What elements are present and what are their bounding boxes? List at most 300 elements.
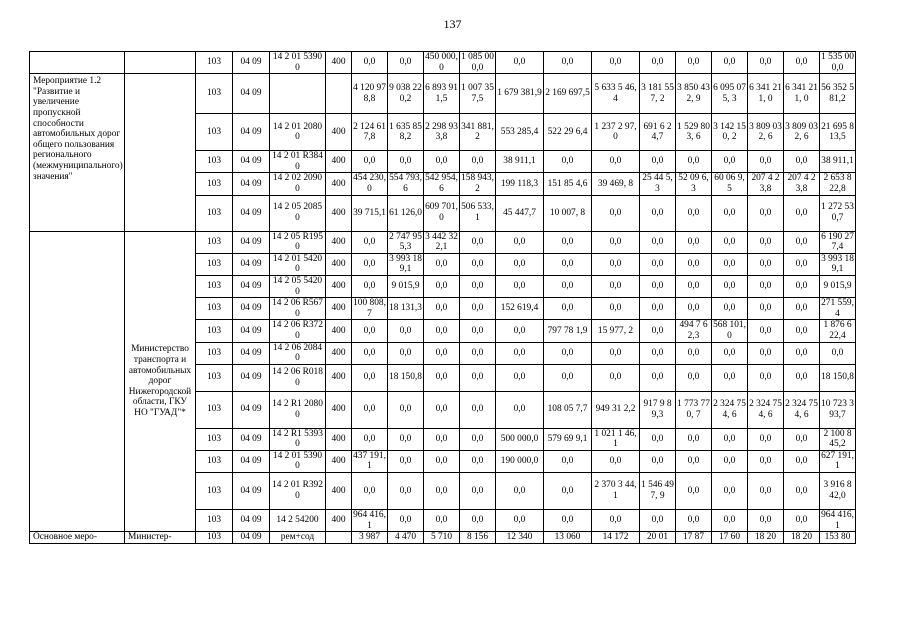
table-cell: 5 633 5 46,4	[592, 74, 640, 114]
table-cell: 0,0	[388, 320, 424, 342]
table-cell: 0,0	[676, 364, 712, 391]
table-cell: 450 000,0	[425, 52, 458, 73]
table-cell: 0,0	[388, 510, 424, 532]
table-cell: 9 015,9	[820, 275, 856, 297]
table-cell: 0,0	[784, 52, 820, 74]
resp-empty	[125, 52, 196, 74]
table-cell: 454 230,0	[353, 173, 386, 194]
table-cell: 0,0	[424, 298, 460, 320]
table-cell: 0,0	[388, 391, 424, 428]
table-cell: 400	[326, 151, 352, 173]
table-cell: 400	[326, 52, 352, 74]
table-cell: 18 20	[784, 532, 820, 544]
table-cell: 1 007 357,5	[460, 74, 496, 114]
table-cell: 627 191,1	[821, 450, 854, 472]
table-cell: 0,0	[544, 151, 592, 173]
table-cell: 0,0	[748, 450, 784, 472]
table-cell: 04 09	[233, 450, 270, 472]
table-cell: 0,0	[460, 275, 496, 297]
table-cell: 14 2 01 53900	[270, 450, 326, 472]
table-cell: 0,0	[640, 253, 676, 275]
table-cell: 0,0	[592, 253, 640, 275]
table-cell: 0,0	[640, 342, 676, 364]
table-cell: 0,0	[712, 52, 748, 74]
table-cell: 0,0	[640, 151, 676, 173]
table-cell: 0,0	[748, 151, 784, 173]
table-cell: 0,0	[676, 253, 712, 275]
table-cell: 0,0	[496, 52, 544, 74]
table-cell: 190 000,0	[496, 450, 544, 472]
table-cell: 400	[326, 231, 352, 253]
table-cell: 39 715,1	[352, 195, 388, 231]
table-cell: 3 181 557, 2	[640, 74, 676, 114]
table-cell: 14 2 06 R5670	[270, 298, 326, 320]
table-cell: 0,0	[424, 391, 460, 428]
table-cell: 0,0	[748, 52, 784, 74]
table-cell: 0,0	[748, 364, 784, 391]
table-cell: 0,0	[496, 342, 544, 364]
table-cell: 917 9 89,3	[640, 391, 676, 428]
resp-empty	[125, 74, 196, 231]
table-cell: 0,0	[748, 320, 784, 342]
table-cell: 400	[326, 428, 352, 450]
table-cell: 0,0	[352, 391, 388, 428]
table-cell: 0,0	[496, 364, 544, 391]
table-cell: 04 09	[233, 114, 270, 151]
table-cell: 0,0	[712, 298, 748, 320]
table-cell: 103	[196, 428, 233, 450]
table-cell: 0,0	[592, 275, 640, 297]
table-cell: 0,0	[544, 342, 592, 364]
table-cell: 103	[196, 52, 233, 74]
table-cell: 0,0	[712, 510, 748, 532]
table-row	[30, 532, 905, 544]
table-cell: 0,0	[592, 510, 640, 532]
table-cell: 0,0	[784, 473, 820, 510]
table-cell: 0,0	[784, 298, 820, 320]
table-cell: 2 370 3 44,1	[592, 473, 640, 510]
table-cell: 1 529 803, 6	[676, 114, 712, 151]
table-cell: 14 2 06 20840	[270, 342, 326, 364]
table-cell: 1 773 770, 7	[676, 391, 712, 428]
table-cell: 0,0	[460, 298, 496, 320]
table-cell: 17 60	[712, 532, 748, 544]
table-cell: 1 679 381,9	[496, 74, 544, 114]
table-cell: 0,0	[424, 364, 460, 391]
table-cell: 0,0	[676, 298, 712, 320]
table-cell: 0,0	[424, 320, 460, 342]
table-cell: 0,0	[460, 364, 496, 391]
table-cell: 0,0	[676, 428, 712, 450]
table-cell: 0,0	[352, 342, 388, 364]
table-cell: 2 298 933,8	[424, 114, 460, 151]
table-cell: 103	[196, 114, 233, 151]
table-cell: 0,0	[496, 510, 544, 532]
table-cell: 04 09	[233, 428, 270, 450]
table-cell: 04 09	[233, 473, 270, 510]
table-cell: 0,0	[712, 253, 748, 275]
table-cell: 14 2 01 53900	[270, 52, 326, 74]
table-cell: 1 876 6 22,4	[820, 320, 856, 342]
table-cell: 2 747 955,3	[389, 231, 422, 253]
table-cell: 0,0	[424, 428, 460, 450]
table-cell: 61 126,0	[388, 195, 424, 231]
table-cell: 04 09	[233, 253, 270, 275]
table-cell: 2 324 754, 6	[784, 391, 820, 428]
table-cell: 0,0	[676, 275, 712, 297]
table-cell: 949 31 2,2	[592, 391, 640, 428]
table-cell: 554 793,6	[389, 173, 422, 194]
table-cell: 103	[196, 473, 233, 510]
table-cell: 0,0	[460, 342, 496, 364]
table-cell: 04 09	[233, 231, 270, 253]
table-cell: 0,0	[712, 195, 748, 231]
table-cell: 1 272 53 0,7	[820, 195, 856, 231]
table-cell: 38 911,1	[820, 151, 856, 173]
table-cell	[270, 74, 326, 114]
table-cell: 103	[196, 74, 233, 114]
table-cell: 964 416,1	[353, 510, 386, 531]
table-cell: 14 2 05 R1950	[270, 231, 326, 253]
table-cell: 108 05 7,7	[544, 391, 592, 428]
table-cell: 103	[196, 253, 233, 275]
table-cell: 3 809 032, 6	[784, 114, 820, 151]
table-cell: 6 341 211, 0	[784, 74, 820, 114]
table-cell: 04 09	[233, 391, 270, 428]
table-cell: 0,0	[676, 342, 712, 364]
table-cell: 14 2 01 R3840	[270, 151, 326, 173]
table-cell: 0,0	[544, 298, 592, 320]
table-cell: 0,0	[676, 510, 712, 532]
table-cell: 0,0	[592, 342, 640, 364]
table-cell: 0,0	[544, 253, 592, 275]
table-cell: 400	[326, 114, 352, 151]
table-cell: 0,0	[460, 151, 496, 173]
table-cell: 3 987	[352, 532, 388, 544]
table-cell: 0,0	[640, 52, 676, 74]
table-cell: 0,0	[352, 151, 388, 173]
table-cell: 0,0	[712, 231, 748, 253]
table-cell: 103	[196, 450, 233, 472]
table-cell: 0,0	[712, 428, 748, 450]
table-cell: 0,0	[784, 151, 820, 173]
table-cell: 0,0	[784, 320, 820, 342]
table-cell: 0,0	[424, 151, 460, 173]
table-cell: 3 442 322,1	[425, 231, 458, 253]
table-cell: 797 78 1,9	[544, 320, 592, 342]
table-cell: 0,0	[784, 195, 820, 231]
table-cell: 21 695 813,5	[820, 114, 856, 151]
table-cell: 0,0	[460, 391, 496, 428]
table-cell: 0,0	[352, 231, 388, 253]
table-cell: 38 911,1	[496, 151, 544, 173]
table-cell: 0,0	[388, 151, 424, 173]
table-cell: 18 20	[748, 532, 784, 544]
table-cell: 0,0	[352, 428, 388, 450]
table-cell: 60 06 9,5	[712, 173, 748, 195]
table-cell: 400	[326, 298, 352, 320]
table-cell: 100 808,7	[353, 298, 386, 319]
next-measure-responsible: Министер-	[125, 532, 196, 544]
table-cell: 553 285,4	[496, 114, 544, 151]
table-row	[30, 231, 905, 253]
table-cell: 0,0	[676, 450, 712, 472]
table-cell: 14 2 R1 20800	[270, 391, 326, 428]
table-cell: 0,0	[640, 320, 676, 342]
table-cell: 0,0	[388, 450, 424, 472]
table-cell: 0,0	[496, 231, 544, 253]
table-cell: 400	[326, 173, 352, 195]
table-cell: 56 352 581,2	[820, 74, 856, 114]
table-cell: 0,0	[640, 298, 676, 320]
table-cell: 0,0	[712, 450, 748, 472]
table-cell: 153 80	[820, 532, 856, 544]
table-cell: 152 619,4	[496, 298, 544, 320]
table-cell: 500 000,0	[496, 428, 544, 450]
table-cell	[326, 532, 352, 544]
table-cell: 0,0	[544, 231, 592, 253]
table-cell: 3 809 032, 6	[748, 114, 784, 151]
table-cell: 3 142 150, 2	[712, 114, 748, 151]
table-cell: 14 2 01 R3920	[270, 473, 326, 510]
table-cell: 0,0	[592, 151, 640, 173]
table-cell: 14 2 01 54200	[270, 253, 326, 275]
table-cell: 18 131,3	[388, 298, 424, 320]
table-cell: 0,0	[748, 195, 784, 231]
table-cell: 3 916 8 42,0	[820, 473, 856, 510]
table-cell: 39 469, 8	[592, 173, 640, 195]
table-cell: 199 118,3	[496, 173, 544, 195]
desc-empty	[30, 231, 125, 532]
table-cell: 0,0	[496, 391, 544, 428]
table-cell: 10 007, 8	[544, 195, 592, 231]
table-cell: 13 060	[544, 532, 592, 544]
next-measure-description: Основное меро-	[30, 532, 125, 544]
table-cell: 506 533,1	[460, 195, 496, 231]
table-cell: 1 635 858,2	[388, 114, 424, 151]
table-cell: 0,0	[748, 510, 784, 532]
table-cell: 0,0	[460, 231, 496, 253]
table-cell: 2 324 754, 6	[712, 391, 748, 428]
table-cell: 103	[196, 275, 233, 297]
table-cell: 400	[326, 364, 352, 391]
table-cell: 45 447,7	[496, 195, 544, 231]
table-cell: 20 01	[640, 532, 676, 544]
table-cell: 0,0	[640, 195, 676, 231]
table-cell: 0,0	[640, 510, 676, 532]
table-cell: 14 2 01 20800	[270, 114, 326, 151]
table-cell: 0,0	[460, 428, 496, 450]
table-cell: 3 850 432, 9	[676, 74, 712, 114]
table-cell: 5 710	[424, 532, 460, 544]
table-cell: 1 085 000,0	[461, 52, 494, 73]
table-cell: 0,0	[676, 151, 712, 173]
table-cell: 0,0	[424, 450, 460, 472]
table-cell: 0,0	[712, 473, 748, 510]
table-cell: 3 993 189,1	[821, 253, 854, 275]
table-cell: 0,0	[388, 342, 424, 364]
table-cell: 103	[196, 391, 233, 428]
table-cell: 10 723 393,7	[820, 391, 856, 428]
table-cell: 103	[196, 320, 233, 342]
desc-empty	[30, 52, 125, 74]
table-cell: 0,0	[424, 473, 460, 510]
table-cell: 0,0	[640, 275, 676, 297]
table-cell: 0,0	[640, 450, 676, 472]
table-cell: 341 881,2	[460, 114, 496, 151]
table-cell: 0,0	[748, 298, 784, 320]
table-cell: 4 120 978,8	[352, 74, 388, 114]
table-cell: 103	[196, 342, 233, 364]
table-cell: 579 69 9,1	[544, 428, 592, 450]
table-cell: 103	[196, 195, 233, 231]
table-cell: 0,0	[544, 473, 592, 510]
table-cell: 271 559,4	[821, 298, 854, 319]
table-cell: 04 09	[233, 298, 270, 320]
table-cell: 0,0	[544, 510, 592, 532]
table-cell: 542 954,6	[425, 173, 458, 194]
table-cell: 0,0	[352, 52, 388, 74]
table-cell: 400	[326, 473, 352, 510]
table-cell: 0,0	[676, 473, 712, 510]
table-cell: рем+сод	[270, 532, 326, 544]
table-cell: 0,0	[592, 195, 640, 231]
table-cell: 0,0	[640, 364, 676, 391]
table-cell: 0,0	[424, 275, 460, 297]
table-cell: 0,0	[712, 275, 748, 297]
table-cell: 14 2 54200	[270, 510, 326, 532]
table-cell: 0,0	[592, 298, 640, 320]
table-cell: 400	[326, 510, 352, 532]
table-cell: 0,0	[460, 473, 496, 510]
table-cell: 8 156	[460, 532, 496, 544]
table-cell: 0,0	[352, 473, 388, 510]
table-cell: 04 09	[233, 275, 270, 297]
table-cell: 04 09	[233, 532, 270, 544]
table-cell: 103	[196, 231, 233, 253]
table-cell: 0,0	[676, 52, 712, 74]
table-cell: 0,0	[592, 364, 640, 391]
table-cell: 0,0	[352, 320, 388, 342]
table-cell: 6 190 277,4	[821, 231, 854, 253]
table-cell: 103	[196, 151, 233, 173]
table-cell: 0,0	[496, 275, 544, 297]
table-cell: 0,0	[748, 275, 784, 297]
table-cell: 0,0	[496, 253, 544, 275]
table-cell: 0,0	[712, 364, 748, 391]
table-cell: 04 09	[233, 195, 270, 231]
table-cell: 0,0	[784, 364, 820, 391]
table-cell: 0,0	[496, 320, 544, 342]
table-cell: 0,0	[592, 52, 640, 74]
table-cell: 3 993 189,1	[389, 253, 422, 275]
table-cell: 2 100 8 45,2	[820, 428, 856, 450]
table-cell: 437 191,1	[353, 450, 386, 472]
table-cell: 0,0	[544, 52, 592, 74]
table-cell: 0,0	[460, 253, 496, 275]
table-cell: 1 237 2 97,0	[592, 114, 640, 151]
table-cell: 1 535 000,0	[821, 52, 854, 73]
table-cell: 0,0	[640, 231, 676, 253]
table-cell: 04 09	[233, 510, 270, 532]
table-cell: 0,0	[748, 231, 784, 253]
table-cell: 18 150,8	[820, 364, 856, 391]
table-cell: 0,0	[784, 510, 820, 532]
table-cell: 103	[196, 510, 233, 532]
table-cell: 400	[326, 275, 352, 297]
table-cell: 103	[196, 298, 233, 320]
table-cell: 9 038 220,2	[388, 74, 424, 114]
table-cell: 0,0	[676, 195, 712, 231]
table-cell: 0,0	[592, 450, 640, 472]
table-cell: 52 09 6,3	[676, 173, 712, 195]
responsible-executor: Министерство транспорта и автомобильных дорог Нижегородской области, ГКУ НО "ГУАД"*	[125, 231, 196, 532]
measure-description: Мероприятие 1.2 "Развитие и увеличение пропускной способности автомобильных дорог общего пользования регионального (межмуниципального) значения"	[30, 74, 125, 231]
table-cell: 0,0	[748, 342, 784, 364]
table-cell: 0,0	[496, 473, 544, 510]
table-cell: 0,0	[544, 364, 592, 391]
table-cell: 0,0	[424, 510, 460, 532]
table-cell: 04 09	[233, 342, 270, 364]
table-cell: 207 4 23,8	[748, 173, 784, 195]
table-cell: 6 095 075, 3	[712, 74, 748, 114]
table-cell: 0,0	[592, 231, 640, 253]
table-cell: 0,0	[352, 275, 388, 297]
table-cell: 6 341 211, 0	[748, 74, 784, 114]
table-cell: 568 101,0	[713, 320, 746, 341]
table-cell: 04 09	[233, 364, 270, 391]
table-cell: 0,0	[712, 151, 748, 173]
table-cell: 522 29 6,4	[544, 114, 592, 151]
table-cell: 2 169 697,5	[544, 74, 592, 114]
table-cell: 0,0	[388, 428, 424, 450]
table-cell: 0,0	[640, 428, 676, 450]
page-number: 137	[443, 17, 462, 31]
table-cell: 0,0	[784, 428, 820, 450]
table-cell: 103	[196, 532, 233, 544]
table-cell: 0,0	[352, 253, 388, 275]
table-cell: 0,0	[676, 231, 712, 253]
table-cell: 0,0	[544, 275, 592, 297]
table-cell: 207 4 23,8	[784, 173, 820, 195]
table-cell: 400	[326, 342, 352, 364]
table-cell: 158 943,2	[461, 173, 494, 194]
table-cell: 0,0	[784, 450, 820, 472]
table-cell: 0,0	[784, 231, 820, 253]
table-cell: 12 340	[496, 532, 544, 544]
table-cell: 400	[326, 320, 352, 342]
table-cell: 0,0	[460, 320, 496, 342]
table-cell: 2 124 617,8	[352, 114, 388, 151]
table-cell	[326, 74, 352, 114]
table-cell: 04 09	[233, 173, 270, 195]
table-cell: 1 021 1 46,1	[592, 428, 640, 450]
table-cell: 04 09	[233, 151, 270, 173]
table-cell: 04 09	[233, 74, 270, 114]
table-cell: 0,0	[784, 253, 820, 275]
table-cell: 14 2 05 20850	[270, 195, 326, 231]
table-cell: 14 2 R1 53930	[270, 428, 326, 450]
table-cell: 14 2 06 R3720	[270, 320, 326, 342]
table-cell: 0,0	[784, 342, 820, 364]
table-cell: 609 701,0	[424, 195, 460, 231]
table-row	[30, 74, 905, 114]
table-cell: 494 7 62,3	[676, 320, 712, 342]
table-cell: 0,0	[712, 342, 748, 364]
table-cell: 14 2 02 20900	[270, 173, 326, 195]
table-cell: 14 2 05 54200	[270, 275, 326, 297]
table-cell: 0,0	[424, 253, 460, 275]
